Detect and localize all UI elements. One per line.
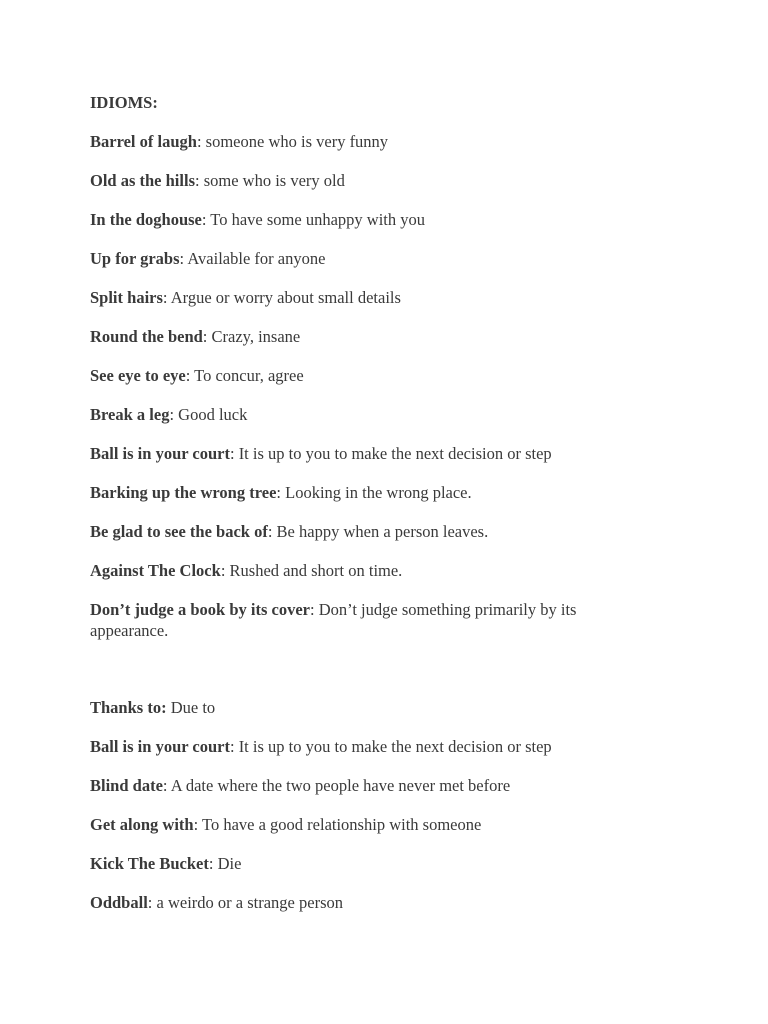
idiom-definition: Good luck xyxy=(178,405,248,424)
idiom-separator: : xyxy=(195,171,204,190)
idiom-entry xyxy=(90,892,650,913)
section-spacer xyxy=(90,659,650,697)
idiom-separator: : xyxy=(179,249,188,268)
idiom-definition: Argue or worry about small details xyxy=(170,288,401,307)
idiom-term: Barking up the wrong tree xyxy=(90,483,277,502)
idiom-entry xyxy=(90,697,650,718)
idiom-term: Ball is in your court xyxy=(90,444,230,463)
idiom-entry xyxy=(90,775,650,796)
idiom-definition: someone who is very funny xyxy=(205,132,389,151)
idiom-separator: : xyxy=(276,483,286,502)
idiom-entry xyxy=(90,404,650,425)
idiom-separator: : xyxy=(185,366,195,385)
idiom-term: Get along with xyxy=(90,815,194,834)
idiom-separator: : xyxy=(147,893,157,912)
idiom-entry xyxy=(90,287,650,308)
page-heading: IDIOMS: xyxy=(90,93,158,112)
idiom-definition: It is up to you to make the next decision or step xyxy=(238,444,552,463)
idiom-entry xyxy=(90,560,650,581)
idiom-entry xyxy=(90,482,650,503)
idiom-separator: : xyxy=(162,288,171,307)
idiom-term: Ball is in your court xyxy=(90,737,230,756)
idiom-entry xyxy=(90,599,650,641)
idiom-definition: To have a good relationship with someone xyxy=(202,815,482,834)
idiom-definition: Crazy, insane xyxy=(211,327,301,346)
idiom-definition: To concur, agree xyxy=(194,366,304,385)
idiom-term: Barrel of laugh xyxy=(90,132,197,151)
idiom-term: In the doghouse xyxy=(90,210,202,229)
idiom-definition: some who is very old xyxy=(203,171,345,190)
idiom-list-primary xyxy=(90,131,650,641)
idiom-term: See eye to eye xyxy=(90,366,186,385)
idiom-definition: Die xyxy=(217,854,242,873)
idiom-definition: Be happy when a person leaves. xyxy=(276,522,489,541)
idiom-separator: : xyxy=(201,210,211,229)
idiom-entry xyxy=(90,209,650,230)
idiom-separator: : xyxy=(220,561,230,580)
idiom-separator: : xyxy=(208,854,218,873)
idiom-definition: To have some unhappy with you xyxy=(210,210,425,229)
idiom-separator: : xyxy=(202,327,212,346)
idiom-separator: : xyxy=(196,132,206,151)
idiom-separator: : xyxy=(229,444,239,463)
idiom-definition: Looking in the wrong place. xyxy=(285,483,472,502)
idiom-entry xyxy=(90,443,650,464)
idiom-term: Blind date xyxy=(90,776,163,795)
idiom-entry xyxy=(90,131,650,152)
idiom-definition: Rushed and short on time. xyxy=(229,561,403,580)
idiom-separator: : xyxy=(162,776,171,795)
idiom-entry xyxy=(90,853,650,874)
idiom-separator: : xyxy=(310,600,319,619)
idiom-definition: Due to xyxy=(170,698,216,717)
idiom-entry xyxy=(90,170,650,191)
document-page xyxy=(90,92,650,931)
idiom-definition: It is up to you to make the next decision or step xyxy=(238,737,552,756)
idiom-definition: a weirdo or a strange person xyxy=(156,893,343,912)
idiom-term: Split hairs xyxy=(90,288,163,307)
idiom-definition: A date where the two people have never met before xyxy=(170,776,511,795)
idiom-separator: : xyxy=(169,405,179,424)
idiom-term: Round the bend xyxy=(90,327,203,346)
idiom-term: Up for grabs xyxy=(90,249,180,268)
idiom-entry xyxy=(90,365,650,386)
idiom-term: Old as the hills xyxy=(90,171,195,190)
idiom-entry xyxy=(90,248,650,269)
idiom-term: Thanks to: xyxy=(90,698,167,717)
idiom-entry xyxy=(90,814,650,835)
idiom-entry xyxy=(90,326,650,347)
idiom-term: Be glad to see the back of xyxy=(90,522,268,541)
idiom-term: Against The Clock xyxy=(90,561,221,580)
idiom-term: Don’t judge a book by its cover xyxy=(90,600,311,619)
idiom-list-secondary xyxy=(90,697,650,913)
idiom-separator: : xyxy=(229,737,239,756)
idiom-separator: : xyxy=(267,522,277,541)
idiom-term: Break a leg xyxy=(90,405,170,424)
idiom-definition: Available for anyone xyxy=(187,249,326,268)
idiom-entry xyxy=(90,736,650,757)
idiom-separator: : xyxy=(193,815,203,834)
idiom-term: Kick The Bucket xyxy=(90,854,209,873)
idiom-definition: Don’t judge something primarily by its appearance. xyxy=(90,600,577,640)
idiom-term: Oddball xyxy=(90,893,148,912)
idiom-entry xyxy=(90,521,650,542)
